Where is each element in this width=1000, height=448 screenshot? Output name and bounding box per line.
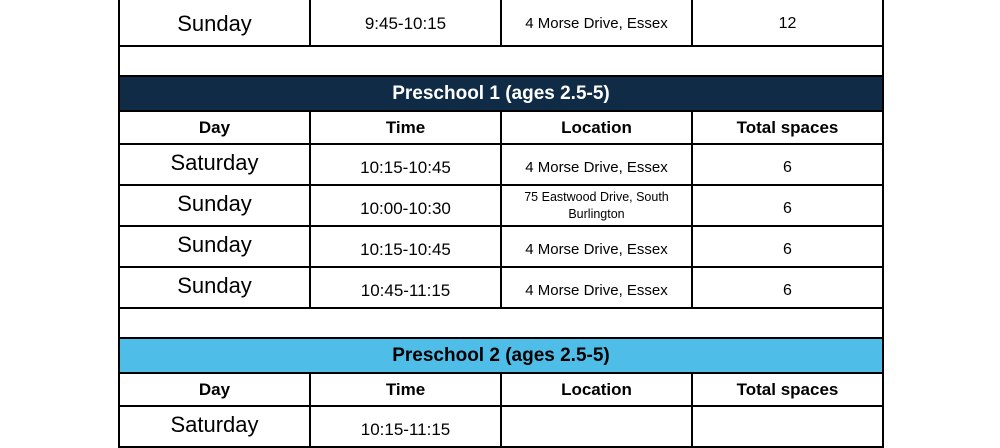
spaces-cell: 6 xyxy=(783,281,792,299)
column-header-location: Location xyxy=(502,374,693,405)
column-header-day: Day xyxy=(120,374,311,405)
time-cell: 10:45-11:15 xyxy=(311,268,502,307)
day-cell: Sunday xyxy=(120,268,311,307)
column-header-day: Day xyxy=(120,112,311,143)
time-cell: 10:00-10:30 xyxy=(311,186,502,225)
location-cell: 4 Morse Drive, Essex xyxy=(502,227,693,266)
header-row xyxy=(120,374,882,407)
time-cell: 10:15-10:45 xyxy=(311,227,502,266)
column-header-time: Time xyxy=(311,112,502,143)
column-header-time: Time xyxy=(311,374,502,405)
table-row xyxy=(120,145,882,186)
day-cell: Sunday xyxy=(120,186,311,225)
time-cell: 10:15-10:45 xyxy=(311,145,502,184)
spacer-row xyxy=(120,309,882,339)
column-header-spaces: Total spaces xyxy=(736,379,839,399)
column-header-location: Location xyxy=(502,112,693,143)
spaces-cell xyxy=(693,407,882,446)
section-title-preschool-1: Preschool 1 (ages 2.5-5) xyxy=(120,77,882,112)
section-title-preschool-2: Preschool 2 (ages 2.5-5) xyxy=(120,339,882,374)
day-cell: Saturday xyxy=(120,145,311,184)
table-row xyxy=(120,0,882,47)
table-row xyxy=(120,268,882,309)
table-row xyxy=(120,186,882,227)
table-row xyxy=(120,227,882,268)
location-cell xyxy=(502,407,693,446)
spaces-cell: 6 xyxy=(783,158,792,176)
table-row xyxy=(120,407,882,448)
location-cell: 4 Morse Drive, Essex xyxy=(502,0,693,45)
header-row xyxy=(120,112,882,145)
spaces-cell: 6 xyxy=(783,199,792,217)
time-cell: 9:45-10:15 xyxy=(311,0,502,45)
day-cell: Saturday xyxy=(120,407,311,446)
time-cell: 10:15-11:15 xyxy=(311,407,502,446)
location-cell: 4 Morse Drive, Essex xyxy=(502,268,693,307)
column-header-spaces: Total spaces xyxy=(736,117,839,137)
day-cell: Sunday xyxy=(120,227,311,266)
location-cell: 4 Morse Drive, Essex xyxy=(502,145,693,184)
spaces-cell: 12 xyxy=(778,14,797,32)
spaces-cell: 6 xyxy=(783,240,792,258)
day-cell: Sunday xyxy=(120,0,311,45)
location-cell: 75 Eastwood Drive, South Burlington xyxy=(502,186,693,225)
schedule-table xyxy=(118,0,884,448)
spacer-row xyxy=(120,47,882,77)
